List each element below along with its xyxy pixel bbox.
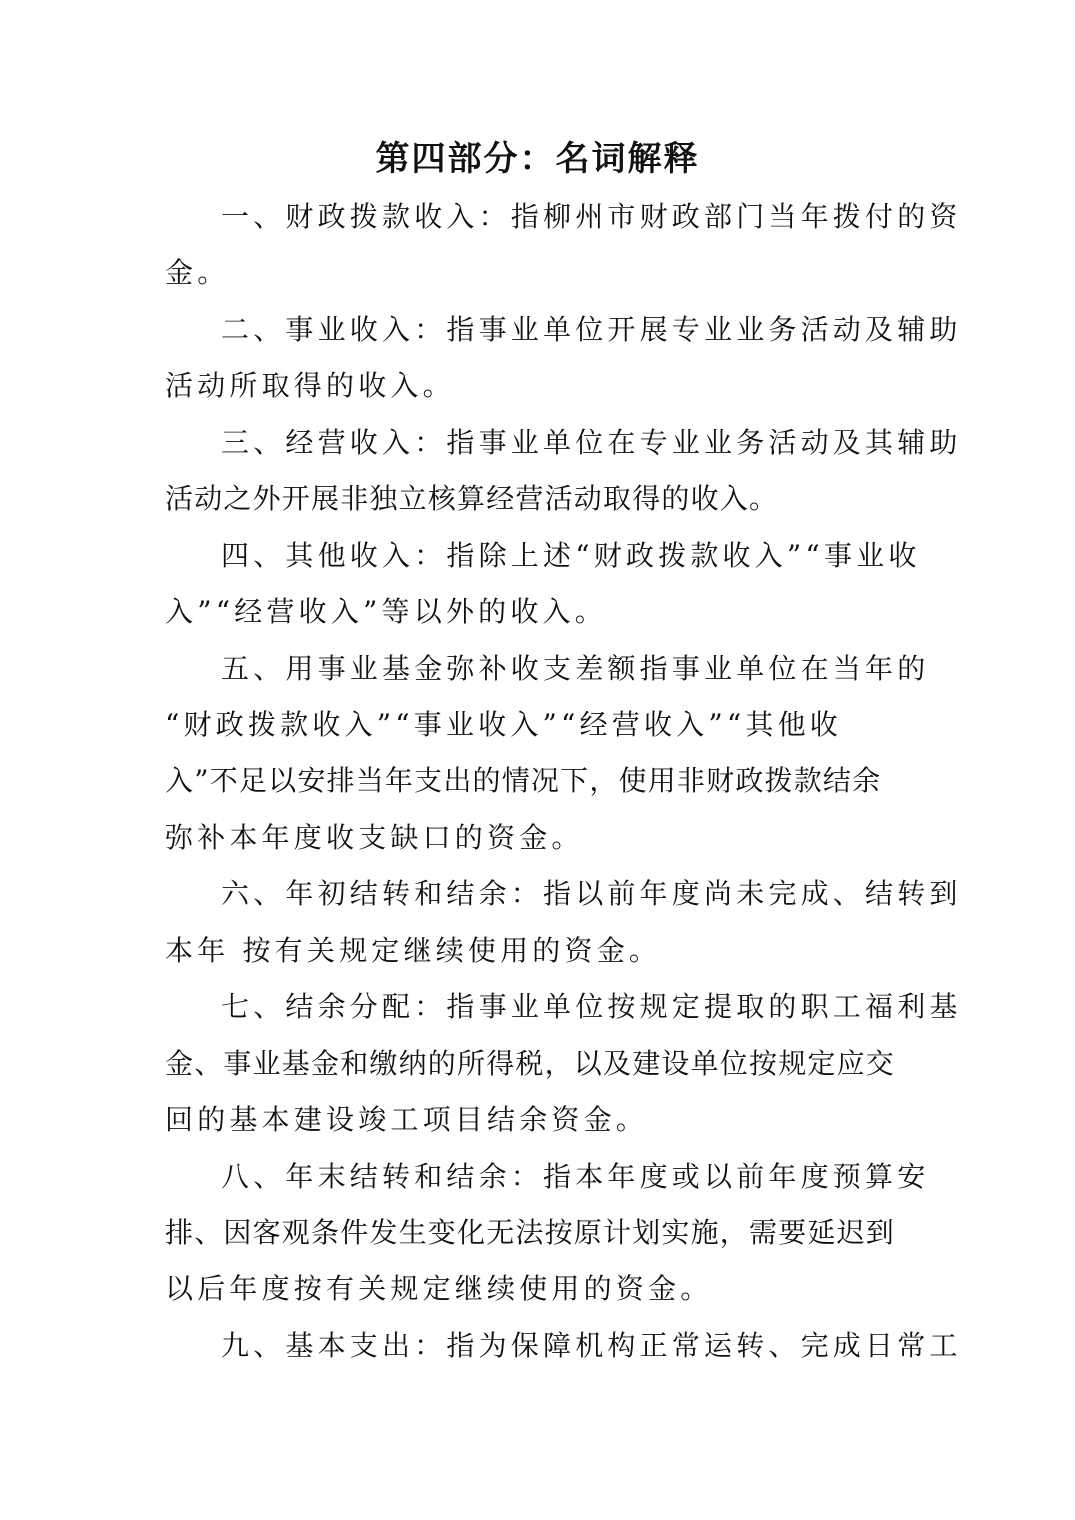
definition-7-line-2: 金、事业基金和缴纳的所得税，以及建设单位按规定应交 bbox=[165, 1047, 896, 1080]
definition-1-line-1: 一、财政拨款收入：指柳州市财政部门当年拨付的资 bbox=[221, 200, 962, 233]
definition-4-line-2: 入”“经营收入”等以外的收入。 bbox=[165, 595, 607, 628]
definition-2-line-1: 二、事业收入：指事业单位开展专业业务活动及辅助 bbox=[221, 313, 962, 346]
definition-3-line-1: 三、经营收入：指事业单位在专业业务活动及其辅助 bbox=[221, 426, 962, 459]
definition-5-line-3: 入”不足以安排当年支出的情况下，使用非财政拨款结余 bbox=[165, 764, 882, 797]
definition-9-line-1: 九、基本支出：指为保障机构正常运转、完成日常工 bbox=[221, 1329, 962, 1362]
definition-8-line-2: 排、因客观条件发生变化无法按原计划实施，需要延迟到 bbox=[165, 1216, 896, 1249]
definition-8-line-1: 八、年末结转和结余：指本年度或以前年度预算安 bbox=[221, 1160, 930, 1193]
definition-3-line-2: 活动之外开展非独立核算经营活动取得的收入。 bbox=[165, 482, 779, 515]
definition-7-line-3: 回的基本建设竣工项目结余资金。 bbox=[165, 1103, 649, 1136]
definition-5-line-1: 五、用事业基金弥补收支差额指事业单位在当年的 bbox=[221, 652, 930, 685]
definition-2-line-2: 活动所取得的收入。 bbox=[165, 369, 455, 402]
definition-1-line-2: 金。 bbox=[165, 256, 230, 289]
page-title: 第四部分：名词解释 bbox=[375, 139, 700, 179]
definition-7-line-1: 七、结余分配：指事业单位按规定提取的职工福利基 bbox=[221, 990, 962, 1023]
definition-5-line-4: 弥补本年度收支缺口的资金。 bbox=[165, 821, 584, 854]
definition-5-line-2: “财政拨款收入”“事业收入”“经营收入”“其他收 bbox=[165, 708, 843, 741]
definition-4-line-1: 四、其他收入：指除上述“财政拨款收入”“事业收 bbox=[221, 539, 921, 572]
definition-6-line-1: 六、年初结转和结余：指以前年度尚未完成、结转到 bbox=[221, 877, 962, 910]
definition-8-line-3: 以后年度按有关规定继续使用的资金。 bbox=[165, 1272, 713, 1305]
definition-6-line-2: 本年 按有关规定继续使用的资金。 bbox=[165, 934, 662, 967]
